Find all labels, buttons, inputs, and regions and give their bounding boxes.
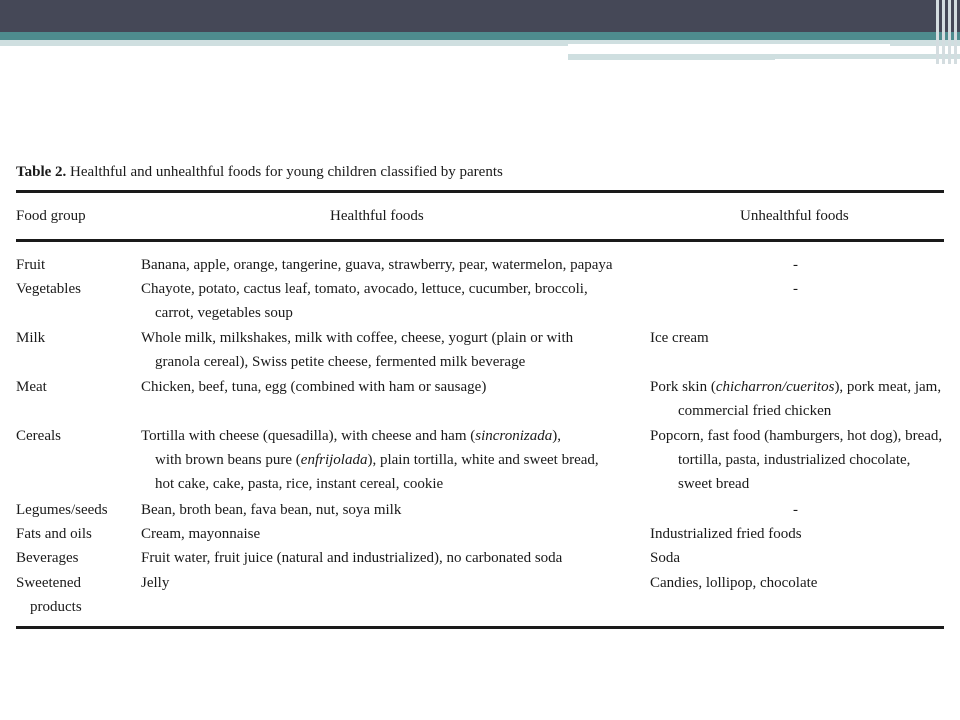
healthful-text (141, 424, 636, 448)
healthful-text: Cream, mayonnaise (141, 526, 261, 542)
food-group-label: Vegetables (16, 281, 81, 297)
food-group-label: Cereals (16, 428, 61, 444)
healthful-cell (141, 326, 636, 374)
food-group-cell (16, 375, 131, 399)
food-group-label: Legumes/seeds (16, 502, 108, 518)
healthful-text: Fruit water, fruit juice (natural and industrialized), no carbonated soda (141, 550, 563, 566)
slide-header-gap (568, 44, 890, 49)
healthful-text: Chayote, potato, cactus leaf, tomato, avocado, lettuce, cucumber, broccoli, (141, 281, 588, 297)
text-segment: ), plain tortilla, white and sweet bread, (367, 452, 599, 468)
healthful-text: carrot, vegetables soup (155, 305, 293, 321)
slide-header-bar (0, 0, 960, 32)
unhealthful-text: Soda (650, 550, 680, 566)
healthful-cell (141, 498, 636, 522)
italic-term: chicharron/cueritos (715, 379, 835, 395)
food-group-label: Fats and oils (16, 526, 92, 542)
column-header-unhealthful: Unhealthful foods (740, 208, 849, 224)
food-group-label: Fruit (16, 257, 46, 273)
unhealthful-cell (650, 571, 950, 595)
healthful-text: hot cake, cake, pasta, rice, instant cereal, cookie (155, 476, 444, 492)
slide-header-vline (954, 0, 957, 64)
unhealthful-cell: - (793, 257, 798, 273)
unhealthful-cell: - (793, 281, 798, 297)
unhealthful-text: sweet bread (678, 476, 750, 492)
healthful-cell (141, 375, 636, 399)
text-segment: Tortilla with cheese (quesadilla), with cheese and ham ( (141, 428, 476, 444)
food-group-cell (16, 253, 131, 277)
healthful-text: granola cereal), Swiss petite cheese, fermented milk beverage (155, 354, 526, 370)
food-group-cell (16, 277, 131, 301)
unhealthful-text: Ice cream (650, 330, 709, 346)
unhealthful-cell (650, 326, 950, 350)
unhealthful-text: Popcorn, fast food (hamburgers, hot dog), bread, (650, 428, 943, 444)
unhealthful-cell (650, 522, 950, 546)
table-caption-text: Healthful and unhealthful foods for young children classified by parents (70, 164, 503, 180)
unhealthful-text: Candies, lollipop, chocolate (650, 575, 818, 591)
food-group-label: Meat (16, 379, 47, 395)
food-group-cell (16, 546, 131, 570)
healthful-text: Jelly (141, 575, 170, 591)
unhealthful-text (650, 375, 950, 399)
healthful-cell (141, 277, 636, 325)
food-group-label: Beverages (16, 550, 79, 566)
unhealthful-text: tortilla, pasta, industrialized chocolate, (678, 452, 911, 468)
slide-header-accent (0, 32, 960, 40)
food-group-cell (16, 326, 131, 350)
food-group-label: products (30, 599, 82, 615)
text-segment: ), (552, 428, 561, 444)
healthful-text: Whole milk, milkshakes, milk with coffee, cheese, yogurt (plain or with (141, 330, 574, 346)
healthful-cell (141, 571, 636, 595)
healthful-text: Chicken, beef, tuna, egg (combined with ham or sausage) (141, 379, 487, 395)
healthful-text: Banana, apple, orange, tangerine, guava, strawberry, pear, watermelon, papaya (141, 257, 613, 273)
food-group-cell (16, 571, 131, 619)
unhealthful-cell (650, 424, 950, 496)
healthful-text: Bean, broth bean, fava bean, nut, soya milk (141, 502, 402, 518)
unhealthful-text: Industrialized fried foods (650, 526, 802, 542)
slide-header-vline (936, 0, 939, 64)
unhealthful-cell (650, 375, 950, 423)
text-segment: with brown beans pure ( (155, 452, 301, 468)
table-caption (16, 164, 946, 181)
unhealthful-cell: - (793, 502, 798, 518)
column-header-healthful: Healthful foods (330, 208, 424, 224)
healthful-cell (141, 546, 636, 570)
food-group-label: Milk (16, 330, 46, 346)
food-group-label: Sweetened (16, 575, 81, 591)
table-rule-top (16, 190, 944, 193)
unhealthful-text: commercial fried chicken (678, 403, 832, 419)
slide-header-vline (948, 0, 951, 64)
column-header-food-group: Food group (16, 208, 86, 224)
healthful-cell (141, 253, 636, 277)
food-group-cell (16, 522, 131, 546)
healthful-cell (141, 522, 636, 546)
slide-header-vline (942, 0, 945, 64)
italic-term: enfrijolada (300, 452, 368, 468)
food-group-cell (16, 498, 131, 522)
text-segment: ), pork meat, jam, (834, 379, 942, 395)
table-caption-label: Table 2. (16, 164, 67, 180)
text-segment: Pork skin ( (650, 379, 716, 395)
table-rule-bottom (16, 626, 944, 629)
food-group-cell (16, 424, 131, 448)
italic-term: sincronizada (475, 428, 553, 444)
healthful-text (141, 448, 636, 472)
slide-header-gap-2 (775, 59, 960, 62)
table-rule-header (16, 239, 944, 242)
unhealthful-cell (650, 546, 950, 570)
healthful-cell (141, 424, 636, 496)
